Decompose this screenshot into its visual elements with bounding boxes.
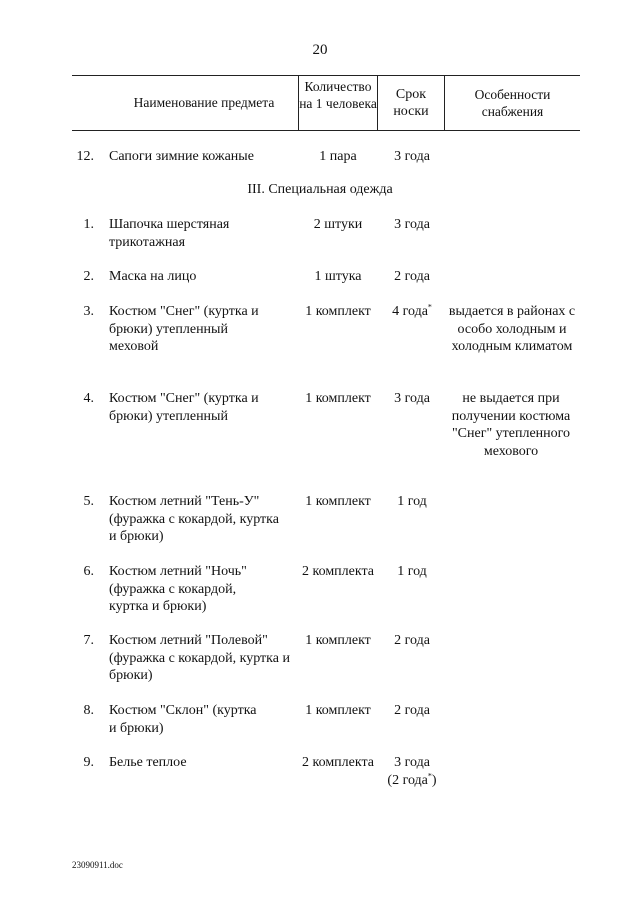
row-number: 3. xyxy=(83,304,94,319)
item-quantity: 2 комплекта xyxy=(302,564,374,579)
item-name: Костюм "Снег" (куртка и брюки) утепленный xyxy=(109,391,259,424)
page-number: 20 xyxy=(312,42,328,58)
item-note: не выдается при получении костюма "Снег" утепленного мехового xyxy=(451,391,571,459)
item-name: Шапочка шерстяная трикотажная xyxy=(109,217,230,250)
item-term: 3 года xyxy=(394,217,430,232)
item-quantity: 1 комплект xyxy=(305,703,371,718)
item-note: выдается в районах с особо холодным и холодным климатом xyxy=(448,304,576,354)
item-name: Костюм летний "Полевой" (фуражка с кокардой, куртка и брюки) xyxy=(109,633,290,683)
item-term xyxy=(376,303,448,321)
header-bottom-rule xyxy=(72,130,580,131)
row-number: 12. xyxy=(76,149,94,164)
row-number: 2. xyxy=(83,269,94,284)
item-name: Костюм летний "Тень-У" (фуражка с кокардой, куртка и брюки) xyxy=(109,494,279,544)
item-quantity: 1 пара xyxy=(319,149,357,164)
item-name: Костюм летний "Ночь" (фуражка с кокардой, куртка и брюки) xyxy=(109,564,247,614)
item-quantity: 1 комплект xyxy=(305,494,371,509)
item-quantity: 1 комплект xyxy=(305,633,371,648)
item-term: 2 года xyxy=(394,703,430,718)
item-name: Костюм "Снег" (куртка и брюки) утепленный меховой xyxy=(109,304,259,354)
item-term xyxy=(376,754,448,789)
document-file-name: 23090911.doc xyxy=(72,860,123,870)
item-name: Костюм "Склон" (куртка и брюки) xyxy=(109,703,257,736)
item-term: 1 год xyxy=(397,494,427,509)
term-alt-value: (2 года xyxy=(387,772,428,788)
footnote-mark: * xyxy=(427,770,432,780)
row-number: 8. xyxy=(83,703,94,718)
item-term: 3 года xyxy=(394,149,430,164)
item-term: 1 год xyxy=(397,564,427,579)
row-number: 6. xyxy=(83,564,94,579)
row-number: 7. xyxy=(83,633,94,648)
term-value: 3 года xyxy=(394,755,430,770)
term-alternative xyxy=(376,772,448,790)
item-quantity: 1 штука xyxy=(314,269,362,284)
item-name: Маска на лицо xyxy=(109,269,197,284)
row-number: 1. xyxy=(83,217,94,232)
header-name: Наименование предмета xyxy=(133,95,275,110)
header-term: Срок носки xyxy=(393,87,429,119)
item-quantity: 2 комплекта xyxy=(302,755,374,770)
item-name: Белье теплое xyxy=(109,755,187,770)
item-term: 2 года xyxy=(394,269,430,284)
item-term: 3 года xyxy=(394,391,430,406)
item-quantity: 1 комплект xyxy=(305,391,371,406)
item-quantity: 2 штуки xyxy=(313,217,363,232)
item-name: Сапоги зимние кожаные xyxy=(109,149,254,164)
item-term: 2 года xyxy=(394,633,430,648)
term-alt-close: ) xyxy=(431,772,437,788)
row-number: 9. xyxy=(83,755,94,770)
item-quantity: 1 комплект xyxy=(305,304,371,319)
header-top-rule xyxy=(72,75,580,76)
header-quantity: Количество на 1 человека xyxy=(299,79,377,111)
term-value: 4 года xyxy=(392,304,428,319)
row-number: 5. xyxy=(83,494,94,509)
header-notes: Особенности снабжения xyxy=(474,87,551,119)
section-title: III. Специальная одежда xyxy=(247,182,393,197)
row-number: 4. xyxy=(83,391,94,406)
footnote-mark: * xyxy=(427,302,432,312)
